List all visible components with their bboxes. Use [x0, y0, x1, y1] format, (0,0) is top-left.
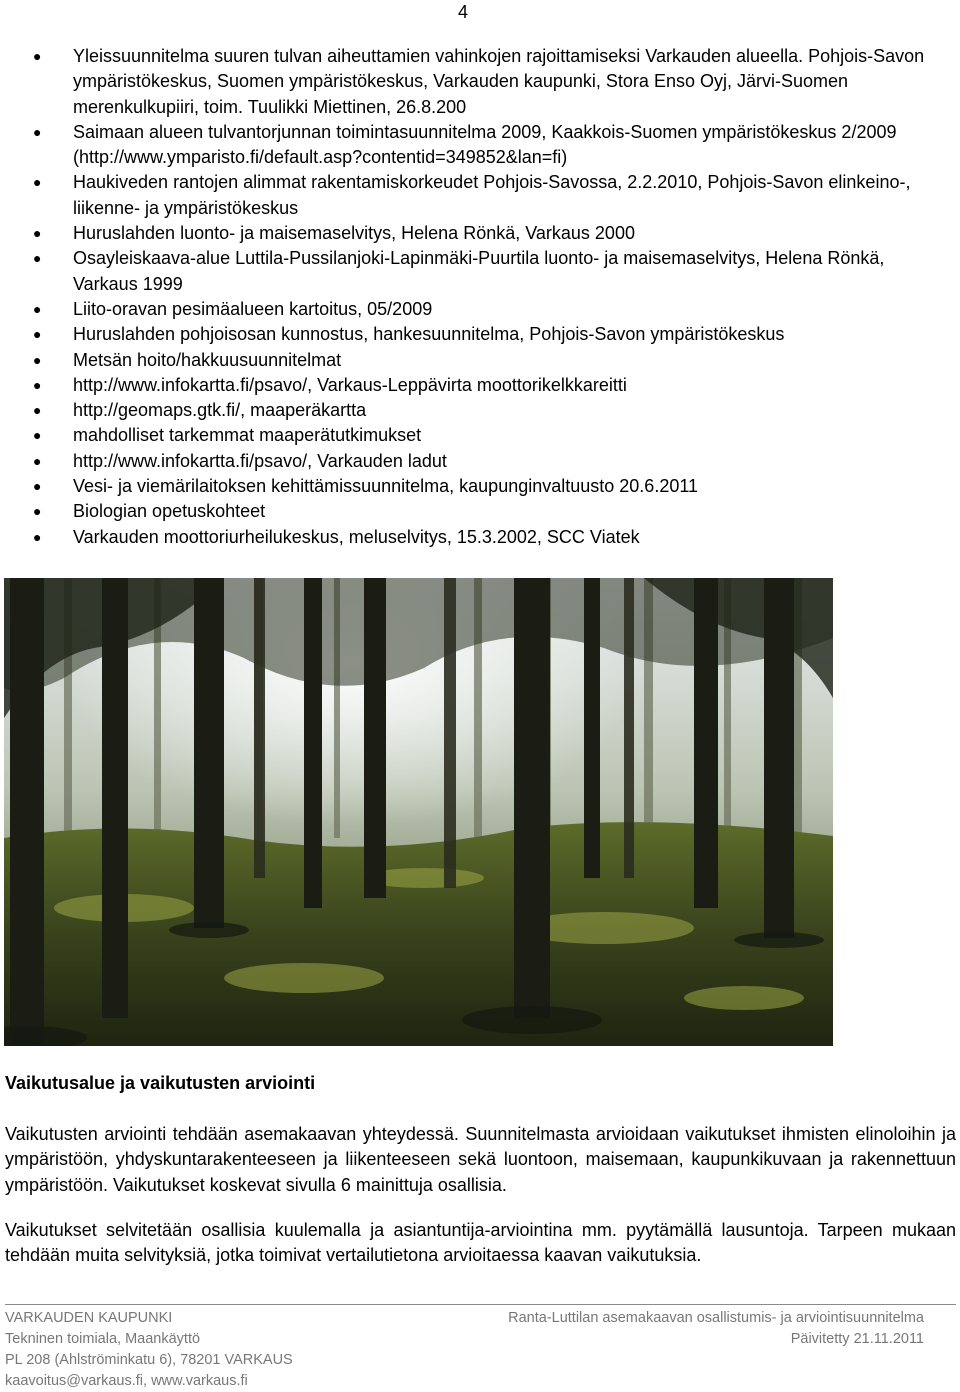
- bullet-icon: ●: [33, 427, 42, 444]
- list-item: ● Osayleiskaava-alue Luttila-Pussilanjoki-Lapinmäki-Puurtila luonto- ja maisemaselvitys, Helena Rönkä, Varkaus 1999: [33, 248, 885, 294]
- footer-contact: [5, 1308, 293, 1392]
- body-paragraph: Vaikutusten arviointi tehdään asemakaavan yhteydessä. Suunnitelmasta arvioidaan vaikutukset ihmisten elinoloihin ja ympäristöön, yhdyskuntarakenteeseen ja liikenteeseen sekä luontoon, maisemaan, kaupunkikuvaan ja rakennettuun ympäristöön. Vaikutukset koskevat sivulla 6 mainittuja osallisia.: [5, 1124, 956, 1195]
- list-item: ● Yleissuunnitelma suuren tulvan aiheuttamien vahinkojen rajoittamiseksi Varkauden alueella. Pohjois-Savon ympäristökeskus, Suomen ympäristökeskus, Varkauden kaupunki, Stora Enso Oyj, Järvi-Suomen merenkulkupiiri, toim. Tuulikki Miettinen, 26.8.200: [33, 46, 925, 117]
- bullet-icon: ●: [33, 376, 42, 393]
- footer-line: Päivitetty 21.11.2011: [790, 1331, 924, 1347]
- list-item: ● Biologian opetuskohteet: [0, 499, 960, 524]
- footer-line: PL 208 (Ahlströminkatu 6), 78201 VARKAUS: [5, 1352, 293, 1368]
- list-item: ● http://www.infokartta.fi/psavo/, Varkaus-Leppävirta moottorikelkkareitti: [0, 373, 960, 398]
- bullet-icon: ●: [33, 250, 42, 267]
- footer-line: Ranta-Luttilan asemakaavan osallistumis- ja arviointisuunnitelma: [508, 1310, 924, 1326]
- forest-illustration: [4, 578, 833, 1046]
- list-item: ● Huruslahden luonto- ja maisemaselvitys, Helena Rönkä, Varkaus 2000: [0, 221, 960, 246]
- bullet-icon: ●: [33, 225, 42, 242]
- list-item: ● http://www.infokartta.fi/psavo/, Varkauden ladut: [0, 449, 960, 474]
- list-item: ● Metsän hoito/hakkuusuunnitelmat: [0, 348, 960, 373]
- footer-divider: [5, 1304, 956, 1305]
- reference-list: [0, 44, 960, 550]
- list-item: ● Liito-oravan pesimäalueen kartoitus, 05/2009: [0, 297, 960, 322]
- bullet-icon: ●: [33, 174, 42, 191]
- bullet-icon: ●: [33, 300, 42, 317]
- bullet-icon: ●: [33, 48, 42, 64]
- bullet-icon: ●: [33, 326, 42, 343]
- footer-line: VARKAUDEN KAUPUNKI: [5, 1310, 173, 1326]
- list-item: ● Haukiveden rantojen alimmat rakentamiskorkeudet Pohjois-Savossa, 2.2.2010, Pohjois-Savon elinkeino-, liikenne- ja ympäristökeskus: [33, 172, 911, 218]
- bullet-icon: ●: [33, 351, 42, 368]
- bullet-icon: ●: [33, 452, 42, 469]
- bullet-icon: ●: [33, 478, 42, 495]
- section-heading: Vaikutusalue ja vaikutusten arviointi: [5, 1073, 316, 1093]
- list-item: ● Saimaan alueen tulvantorjunnan toimintasuunnitelma 2009, Kaakkois-Suomen ympäristökeskus 2/2009 (http://www.ymparisto.fi/default.asp?contentid=349852&lan=fi): [33, 121, 897, 168]
- body-paragraph: Vaikutukset selvitetään osallisia kuulemalla ja asiantuntija-arviointina mm. pyytämällä lausuntoja. Tarpeen mukaan tehdään muita selvityksiä, jotka toimivat vertailutietona arvioitaessa kaavan vaikutuksia.: [5, 1220, 956, 1266]
- list-item: ● Varkauden moottoriurheilukeskus, meluselvitys, 15.3.2002, SCC Viatek: [0, 525, 960, 550]
- bullet-icon: ●: [33, 123, 42, 140]
- list-item: ● Vesi- ja viemärilaitoksen kehittämissuunnitelma, kaupunginvaltuusto 20.6.2011: [0, 474, 960, 499]
- bullet-icon: ●: [33, 402, 42, 419]
- footer-line: kaavoitus@varkaus.fi, www.varkaus.fi: [5, 1373, 248, 1389]
- page-number: 4: [458, 2, 469, 22]
- forest-photo: [4, 578, 833, 1046]
- list-item: ● http://geomaps.gtk.fi/, maaperäkartta: [0, 398, 960, 423]
- footer-line: Tekninen toimiala, Maankäyttö: [5, 1331, 201, 1347]
- footer-document-info: [508, 1308, 924, 1350]
- bullet-icon: ●: [33, 528, 42, 545]
- list-item: ● Huruslahden pohjoisosan kunnostus, hankesuunnitelma, Pohjois-Savon ympäristökeskus: [0, 322, 960, 347]
- list-item: ● mahdolliset tarkemmat maaperätutkimukset: [0, 423, 960, 448]
- bullet-icon: ●: [33, 503, 42, 520]
